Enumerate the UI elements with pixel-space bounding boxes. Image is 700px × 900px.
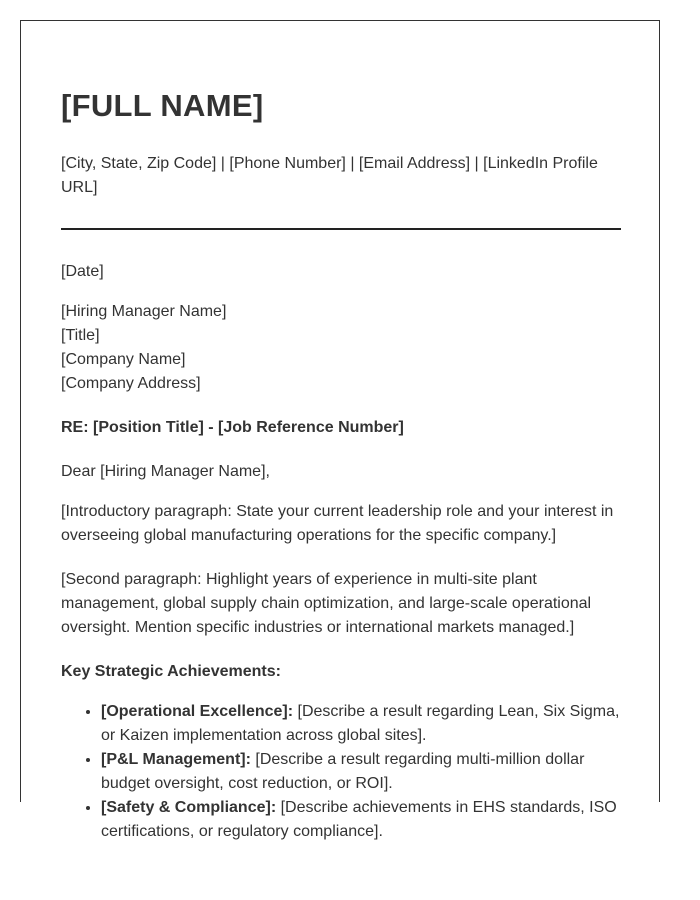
achievement-text: [Describe achievements in EHS standards, ISO certifications, or regulatory compliance]. — [101, 799, 617, 840]
letter-page — [20, 20, 660, 840]
intro-paragraph: [Introductory paragraph: State your current leadership role and your interest in overseeing global manufacturing operations for the specific company.] — [61, 503, 614, 544]
achievement-text: [Describe a result regarding Lean, Six Sigma, or Kaizen implementation across global sites]. — [101, 703, 620, 744]
achievement-label: [P&L Management]: — [101, 751, 251, 768]
achievement-label: [Safety & Compliance]: — [101, 799, 277, 816]
contact-info: [City, State, Zip Code] | [Phone Number] | [Email Address] | [LinkedIn Profile URL] — [61, 155, 598, 196]
letter-content — [61, 88, 623, 844]
full-name-heading: [FULL NAME] — [61, 88, 264, 123]
salutation: Dear [Hiring Manager Name], — [61, 463, 270, 480]
achievement-item — [101, 796, 623, 844]
re-line: RE: [Position Title] - [Job Reference Number] — [61, 419, 404, 436]
achievements-list — [61, 700, 623, 844]
letter-date: [Date] — [61, 263, 104, 280]
achievement-item — [101, 700, 623, 748]
recipient-company: [Company Name] — [61, 351, 186, 368]
recipient-address: [Company Address] — [61, 375, 201, 392]
achievements-heading: Key Strategic Achievements: — [61, 663, 281, 680]
second-paragraph: [Second paragraph: Highlight years of experience in multi-site plant management, global supply chain optimization, and large-scale operational oversight. Mention specific industries or international markets managed.] — [61, 571, 592, 636]
recipient-block — [61, 300, 623, 396]
achievement-label: [Operational Excellence]: — [101, 703, 294, 720]
recipient-name: [Hiring Manager Name] — [61, 303, 227, 320]
achievement-item — [101, 748, 623, 796]
header-divider — [61, 228, 621, 230]
recipient-title: [Title] — [61, 327, 100, 344]
achievement-text: [Describe a result regarding multi-million dollar budget oversight, cost reduction, or ROI]. — [101, 751, 585, 792]
